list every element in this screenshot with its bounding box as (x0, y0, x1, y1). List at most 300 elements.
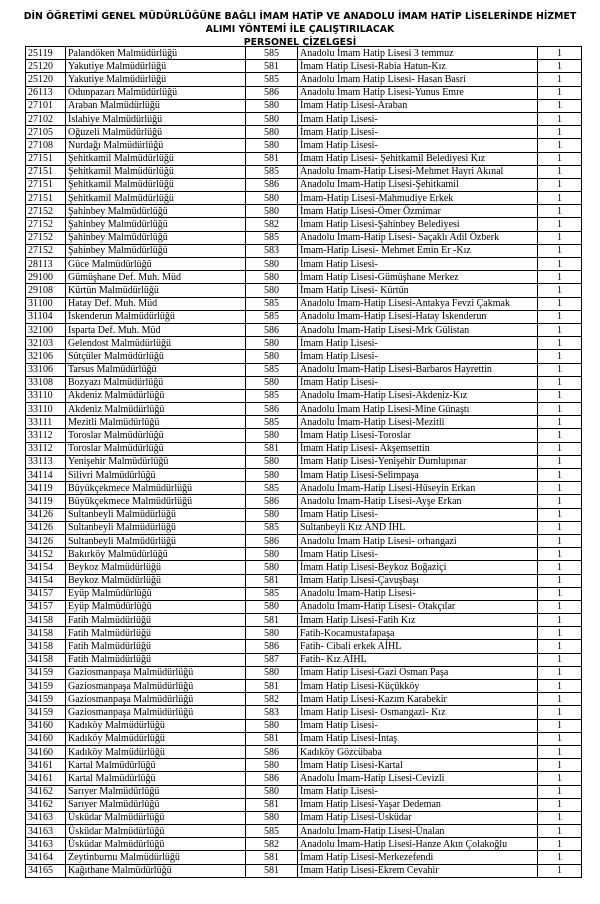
staff-count-cell: 1 (538, 627, 582, 640)
school-name-cell: İmam-Hatip Lisesi-Mahmudiye Erkek (298, 192, 538, 205)
unit-code-cell: 34159 (26, 666, 66, 679)
school-name-cell: İmam Hatip Lisesi- (298, 258, 538, 271)
staff-count-cell: 1 (538, 521, 582, 534)
staff-count-cell: 1 (538, 759, 582, 772)
table-row (26, 429, 582, 442)
staff-count-cell: 1 (538, 86, 582, 99)
staff-count-cell: 1 (538, 469, 582, 482)
table-row (26, 126, 582, 139)
tax-office-cell: Güce Malmüdürlüğü (66, 258, 246, 271)
unit-code-cell: 34158 (26, 627, 66, 640)
unit-code-cell: 34114 (26, 469, 66, 482)
table-row (26, 864, 582, 877)
tax-office-cell: Şehitkamil Malmüdürlüğü (66, 152, 246, 165)
school-name-cell: Anadolu İmam-Hatip Lisesi- Saçaklı Adil Özberk (298, 231, 538, 244)
staff-count-cell: 1 (538, 534, 582, 547)
tax-office-cell: Kartal Malmüdürlüğü (66, 759, 246, 772)
unit-code-cell: 34161 (26, 759, 66, 772)
table-row (26, 218, 582, 231)
table-row (26, 508, 582, 521)
unit-code-cell: 27151 (26, 178, 66, 191)
school-name-cell: İmam Hatip Lisesi-İntaş (298, 732, 538, 745)
staff-count-cell: 1 (538, 389, 582, 402)
school-code-cell: 580 (246, 99, 298, 112)
table-row (26, 258, 582, 271)
table-row (26, 759, 582, 772)
unit-code-cell: 27152 (26, 218, 66, 231)
table-row (26, 363, 582, 376)
unit-code-cell: 33112 (26, 429, 66, 442)
unit-code-cell: 34160 (26, 732, 66, 745)
school-name-cell: İmam Hatip Lisesi- (298, 139, 538, 152)
tax-office-cell: Gaziosmanpaşa Malmüdürlüğü (66, 666, 246, 679)
staff-count-cell: 1 (538, 284, 582, 297)
unit-code-cell: 27151 (26, 165, 66, 178)
tax-office-cell: Tarsus Malmüdürlüğü (66, 363, 246, 376)
school-name-cell: İmam Hatip Lisesi-Yaşar Dedeman (298, 798, 538, 811)
table-row (26, 73, 582, 86)
staff-count-cell: 1 (538, 706, 582, 719)
tax-office-cell: Yakutiye Malmüdürlüğü (66, 73, 246, 86)
unit-code-cell: 34160 (26, 745, 66, 758)
school-code-cell: 583 (246, 706, 298, 719)
school-code-cell: 580 (246, 785, 298, 798)
personnel-table-body (26, 47, 582, 878)
staff-count-cell: 1 (538, 376, 582, 389)
school-code-cell: 583 (246, 244, 298, 257)
school-name-cell: İmam Hatip Lisesi-Çavuşbaşı (298, 574, 538, 587)
staff-count-cell: 1 (538, 244, 582, 257)
personnel-table (25, 46, 582, 878)
school-code-cell: 586 (246, 178, 298, 191)
unit-code-cell: 27101 (26, 99, 66, 112)
staff-count-cell: 1 (538, 99, 582, 112)
unit-code-cell: 34165 (26, 864, 66, 877)
school-code-cell: 585 (246, 825, 298, 838)
tax-office-cell: Toroslar Malmüdürlüğü (66, 442, 246, 455)
unit-code-cell: 34164 (26, 851, 66, 864)
unit-code-cell: 33110 (26, 389, 66, 402)
school-code-cell: 580 (246, 112, 298, 125)
school-code-cell: 585 (246, 521, 298, 534)
school-name-cell: Kadıköy Gözcübaba (298, 745, 538, 758)
staff-count-cell: 1 (538, 47, 582, 60)
staff-count-cell: 1 (538, 508, 582, 521)
table-row (26, 271, 582, 284)
staff-count-cell: 1 (538, 323, 582, 336)
school-code-cell: 585 (246, 310, 298, 323)
school-code-cell: 586 (246, 403, 298, 416)
school-name-cell: Anadolu İmam-Hatip Lisesi-Mrk Gülistan (298, 323, 538, 336)
tax-office-cell: Mezitli Malmüdürlüğü (66, 416, 246, 429)
staff-count-cell: 1 (538, 574, 582, 587)
unit-code-cell: 34163 (26, 811, 66, 824)
unit-code-cell: 34163 (26, 838, 66, 851)
unit-code-cell: 34163 (26, 825, 66, 838)
table-row (26, 403, 582, 416)
staff-count-cell: 1 (538, 192, 582, 205)
school-name-cell: Anadolu İmam-Hatip Lisesi-Antakya Fevzi Çakmak (298, 297, 538, 310)
school-code-cell: 581 (246, 442, 298, 455)
tax-office-cell: Gaziosmanpaşa Malmüdürlüğü (66, 693, 246, 706)
tax-office-cell: Fatih Malmüdürlüğü (66, 614, 246, 627)
table-row (26, 614, 582, 627)
table-row (26, 112, 582, 125)
school-name-cell: Anadolu İmam-Hatip Lisesi-Mehmet Hayri Akınal (298, 165, 538, 178)
staff-count-cell: 1 (538, 561, 582, 574)
school-name-cell: İmam Hatip Lisesi- Osmangazi- Kız (298, 706, 538, 719)
tax-office-cell: Akdeniz Malmüdürlüğü (66, 403, 246, 416)
school-code-cell: 580 (246, 271, 298, 284)
staff-count-cell: 1 (538, 495, 582, 508)
school-name-cell: İmam Hatip Lisesi- (298, 548, 538, 561)
table-row (26, 653, 582, 666)
table-row (26, 811, 582, 824)
tax-office-cell: Şahinbey Malmüdürlüğü (66, 244, 246, 257)
staff-count-cell: 1 (538, 640, 582, 653)
unit-code-cell: 34154 (26, 574, 66, 587)
tax-office-cell: Akdeniz Malmüdürlüğü (66, 389, 246, 402)
school-name-cell: Anadolu İmam-Hatip Lisesi-Hatay İskenderun (298, 310, 538, 323)
table-row (26, 785, 582, 798)
school-name-cell: Sultanbeyli Kız AND İHL (298, 521, 538, 534)
tax-office-cell: Eyüp Malmüdürlüğü (66, 600, 246, 613)
table-row (26, 376, 582, 389)
school-code-cell: 586 (246, 640, 298, 653)
unit-code-cell: 33108 (26, 376, 66, 389)
school-code-cell: 586 (246, 534, 298, 547)
table-row (26, 798, 582, 811)
table-row (26, 86, 582, 99)
staff-count-cell: 1 (538, 680, 582, 693)
table-row (26, 548, 582, 561)
tax-office-cell: Sultanbeyli Malmüdürlüğü (66, 534, 246, 547)
school-name-cell: İmam Hatip Lisesi- Akşemsettin (298, 442, 538, 455)
unit-code-cell: 34152 (26, 548, 66, 561)
staff-count-cell: 1 (538, 600, 582, 613)
table-row (26, 165, 582, 178)
school-name-cell: İmam Hatip Lisesi-Şahinbey Belediyesi (298, 218, 538, 231)
school-name-cell: İmam Hatip Lisesi- Kürtün (298, 284, 538, 297)
school-code-cell: 586 (246, 772, 298, 785)
school-name-cell: İmam Hatip Lisesi- (298, 508, 538, 521)
tax-office-cell: Üsküdar Malmüdürlüğü (66, 825, 246, 838)
table-row (26, 389, 582, 402)
tax-office-cell: Fatih Malmüdürlüğü (66, 627, 246, 640)
school-code-cell: 580 (246, 600, 298, 613)
title-line-2: PERSONEL ÇİZELGESİ (243, 37, 357, 48)
school-code-cell: 582 (246, 838, 298, 851)
tax-office-cell: Büyükçekmece Malmüdürlüğü (66, 482, 246, 495)
staff-count-cell: 1 (538, 139, 582, 152)
tax-office-cell: Şehitkamil Malmüdürlüğü (66, 178, 246, 191)
tax-office-cell: Kartal Malmüdürlüğü (66, 772, 246, 785)
school-name-cell: Fatih- Cibali erkek AİHL (298, 640, 538, 653)
school-name-cell: İmam Hatip Lisesi-Toroslar (298, 429, 538, 442)
table-row (26, 47, 582, 60)
school-code-cell: 585 (246, 47, 298, 60)
staff-count-cell: 1 (538, 429, 582, 442)
school-name-cell: Anadolu İmam-Hatip Lisesi-Cevizli (298, 772, 538, 785)
school-name-cell: İmam-Hatip Lisesi- Mehmet Emin Er -Kız (298, 244, 538, 257)
school-code-cell: 580 (246, 811, 298, 824)
table-row (26, 99, 582, 112)
tax-office-cell: Sarıyer Malmüdürlüğü (66, 798, 246, 811)
school-code-cell: 585 (246, 389, 298, 402)
unit-code-cell: 29108 (26, 284, 66, 297)
school-code-cell: 582 (246, 693, 298, 706)
tax-office-cell: Sütçüler Malmüdürlüğü (66, 350, 246, 363)
tax-office-cell: Hatay Def. Muh. Müd (66, 297, 246, 310)
table-row (26, 666, 582, 679)
staff-count-cell: 1 (538, 60, 582, 73)
tax-office-cell: Gaziosmanpaşa Malmüdürlüğü (66, 706, 246, 719)
title-line-1: DİN ÖĞRETİMİ GENEL MÜDÜRLÜĞÜNE BAĞLI İMAM HATİP VE ANADOLU İMAM HATİP LİSELERİNDE HİZMET ALIMI YÖNTEMİ İLE ÇALIŞTIRILACAK (23, 11, 577, 35)
staff-count-cell: 1 (538, 851, 582, 864)
school-name-cell: Anadolu İmam-Hatip Lisesi-Ayşe Erkan (298, 495, 538, 508)
table-row (26, 310, 582, 323)
school-name-cell: Fatih- Kız AİHL (298, 653, 538, 666)
tax-office-cell: Bakırköy Malmüdürlüğü (66, 548, 246, 561)
tax-office-cell: Eyüp Malmüdürlüğü (66, 587, 246, 600)
tax-office-cell: Gelendost Malmüdürlüğü (66, 337, 246, 350)
school-name-cell: Anadolu İmam-Hatip Lisesi-Ünalan (298, 825, 538, 838)
school-name-cell: Anadolu İmam Hatip Lisesi 3 temmuz (298, 47, 538, 60)
table-row (26, 231, 582, 244)
school-name-cell: İmam Hatip Lisesi-Rabia Hatun-Kız (298, 60, 538, 73)
table-row (26, 521, 582, 534)
school-code-cell: 580 (246, 455, 298, 468)
table-row (26, 495, 582, 508)
staff-count-cell: 1 (538, 337, 582, 350)
school-name-cell: Anadolu İmam-Hatip Lisesi-Hüseyin Erkan (298, 482, 538, 495)
unit-code-cell: 27152 (26, 205, 66, 218)
tax-office-cell: Beykoz Malmüdürlüğü (66, 561, 246, 574)
table-row (26, 838, 582, 851)
unit-code-cell: 27152 (26, 231, 66, 244)
table-row (26, 627, 582, 640)
school-name-cell: İmam Hatip Lisesi-Kartal (298, 759, 538, 772)
tax-office-cell: Bozyazı Malmüdürlüğü (66, 376, 246, 389)
school-code-cell: 580 (246, 376, 298, 389)
school-code-cell: 585 (246, 363, 298, 376)
unit-code-cell: 34157 (26, 587, 66, 600)
staff-count-cell: 1 (538, 126, 582, 139)
staff-count-cell: 1 (538, 693, 582, 706)
school-code-cell: 580 (246, 139, 298, 152)
tax-office-cell: Kağıthane Malmüdürlüğü (66, 864, 246, 877)
table-row (26, 192, 582, 205)
staff-count-cell: 1 (538, 864, 582, 877)
table-row (26, 152, 582, 165)
tax-office-cell: Üsküdar Malmüdürlüğü (66, 838, 246, 851)
tax-office-cell: Isparta Def. Muh. Müd (66, 323, 246, 336)
staff-count-cell: 1 (538, 587, 582, 600)
staff-count-cell: 1 (538, 258, 582, 271)
unit-code-cell: 27151 (26, 192, 66, 205)
table-row (26, 719, 582, 732)
unit-code-cell: 34119 (26, 495, 66, 508)
staff-count-cell: 1 (538, 614, 582, 627)
school-code-cell: 581 (246, 864, 298, 877)
staff-count-cell: 1 (538, 719, 582, 732)
staff-count-cell: 1 (538, 745, 582, 758)
tax-office-cell: Oğuzeli Malmüdürlüğü (66, 126, 246, 139)
unit-code-cell: 27151 (26, 152, 66, 165)
staff-count-cell: 1 (538, 152, 582, 165)
tax-office-cell: Yenişehir Malmüdürlüğü (66, 455, 246, 468)
school-code-cell: 586 (246, 495, 298, 508)
staff-count-cell: 1 (538, 271, 582, 284)
unit-code-cell: 33106 (26, 363, 66, 376)
tax-office-cell: İskenderun Malmüdürlüğü (66, 310, 246, 323)
unit-code-cell: 32106 (26, 350, 66, 363)
unit-code-cell: 27102 (26, 112, 66, 125)
school-name-cell: İmam Hatip Lisesi-Kazım Karabekir (298, 693, 538, 706)
staff-count-cell: 1 (538, 798, 582, 811)
school-name-cell: İmam Hatip Lisesi- Şehitkamil Belediyesi Kız (298, 152, 538, 165)
school-name-cell: İmam Hatip Lisesi- (298, 350, 538, 363)
unit-code-cell: 27108 (26, 139, 66, 152)
unit-code-cell: 32100 (26, 323, 66, 336)
staff-count-cell: 1 (538, 112, 582, 125)
table-row (26, 640, 582, 653)
tax-office-cell: Fatih Malmüdürlüğü (66, 640, 246, 653)
unit-code-cell: 34159 (26, 706, 66, 719)
staff-count-cell: 1 (538, 653, 582, 666)
table-row (26, 825, 582, 838)
staff-count-cell: 1 (538, 297, 582, 310)
unit-code-cell: 33111 (26, 416, 66, 429)
tax-office-cell: Beykoz Malmüdürlüğü (66, 574, 246, 587)
school-code-cell: 581 (246, 152, 298, 165)
school-code-cell: 580 (246, 192, 298, 205)
table-row (26, 561, 582, 574)
staff-count-cell: 1 (538, 442, 582, 455)
tax-office-cell: Palandöken Malmüdürlüğü (66, 47, 246, 60)
school-name-cell: Anadolu İmam Hatip Lisesi- orhangazi (298, 534, 538, 547)
school-name-cell: İmam Hatip Lisesi-Üsküdar (298, 811, 538, 824)
document-title (20, 10, 580, 49)
school-name-cell: Fatih-Kocamustafapaşa (298, 627, 538, 640)
table-row (26, 297, 582, 310)
school-name-cell: Anadolu İmam-Hatip Lisesi- Otakçılar (298, 600, 538, 613)
tax-office-cell: Sarıyer Malmüdürlüğü (66, 785, 246, 798)
staff-count-cell: 1 (538, 205, 582, 218)
tax-office-cell: Kürtün Malmüdürlüğü (66, 284, 246, 297)
school-name-cell: İmam Hatip Lisesi-Ekrem Cevahir (298, 864, 538, 877)
staff-count-cell: 1 (538, 231, 582, 244)
school-code-cell: 581 (246, 680, 298, 693)
tax-office-cell: Kadıköy Malmüdürlüğü (66, 732, 246, 745)
unit-code-cell: 34159 (26, 693, 66, 706)
school-name-cell: İmam Hatip Lisesi-Küçükköy (298, 680, 538, 693)
table-row (26, 574, 582, 587)
tax-office-cell: Yakutiye Malmüdürlüğü (66, 60, 246, 73)
unit-code-cell: 34126 (26, 534, 66, 547)
unit-code-cell: 33110 (26, 403, 66, 416)
unit-code-cell: 25120 (26, 60, 66, 73)
table-row (26, 732, 582, 745)
school-name-cell: İmam Hatip Lisesi- (298, 785, 538, 798)
school-code-cell: 585 (246, 73, 298, 86)
table-row (26, 416, 582, 429)
school-code-cell: 582 (246, 218, 298, 231)
school-code-cell: 581 (246, 732, 298, 745)
tax-office-cell: Araban Malmüdürlüğü (66, 99, 246, 112)
tax-office-cell: Şehitkamil Malmüdürlüğü (66, 192, 246, 205)
unit-code-cell: 25119 (26, 47, 66, 60)
school-code-cell: 581 (246, 798, 298, 811)
tax-office-cell: Kadıköy Malmüdürlüğü (66, 719, 246, 732)
school-name-cell: İmam Hatip Lisesi-Gümüşhane Merkez (298, 271, 538, 284)
unit-code-cell: 34126 (26, 521, 66, 534)
school-name-cell: İmam Hatip Lisesi-Araban (298, 99, 538, 112)
school-name-cell: İmam Hatip Lisesi-Beykoz Boğaziçi (298, 561, 538, 574)
school-name-cell: Anadolu İmam Hatip Lisesi- Hasan Basri (298, 73, 538, 86)
unit-code-cell: 34157 (26, 600, 66, 613)
tax-office-cell: Şehitkamil Malmüdürlüğü (66, 165, 246, 178)
tax-office-cell: Silivri Malmüdürlüğü (66, 469, 246, 482)
school-code-cell: 585 (246, 165, 298, 178)
school-code-cell: 581 (246, 574, 298, 587)
school-name-cell: Anadolu İmam Hatip Lisesi-Yunus Emre (298, 86, 538, 99)
table-row (26, 455, 582, 468)
tax-office-cell: Şahinbey Malmüdürlüğü (66, 205, 246, 218)
table-row (26, 600, 582, 613)
school-code-cell: 586 (246, 745, 298, 758)
staff-count-cell: 1 (538, 73, 582, 86)
unit-code-cell: 34162 (26, 785, 66, 798)
tax-office-cell: Gaziosmanpaşa Malmüdürlüğü (66, 680, 246, 693)
tax-office-cell: Zeytinburnu Malmüdürlüğü (66, 851, 246, 864)
school-name-cell: İmam Hatip Lisesi-Merkezefendi (298, 851, 538, 864)
school-name-cell: İmam Hatip Lisesi- (298, 376, 538, 389)
table-row (26, 350, 582, 363)
tax-office-cell: Şahinbey Malmüdürlüğü (66, 231, 246, 244)
tax-office-cell: Şahinbey Malmüdürlüğü (66, 218, 246, 231)
staff-count-cell: 1 (538, 811, 582, 824)
staff-count-cell: 1 (538, 416, 582, 429)
school-name-cell: Anadolu İmam-Hatip Lisesi-Akdeniz-Kız (298, 389, 538, 402)
school-code-cell: 580 (246, 350, 298, 363)
tax-office-cell: Gümüşhane Def. Muh. Müd (66, 271, 246, 284)
staff-count-cell: 1 (538, 825, 582, 838)
staff-count-cell: 1 (538, 363, 582, 376)
table-row (26, 680, 582, 693)
table-row (26, 284, 582, 297)
school-code-cell: 580 (246, 337, 298, 350)
unit-code-cell: 34159 (26, 680, 66, 693)
school-code-cell: 580 (246, 561, 298, 574)
unit-code-cell: 33113 (26, 455, 66, 468)
school-name-cell: İmam Hatip Lisesi- (298, 337, 538, 350)
school-name-cell: Anadolu İmam-Hatip Lisesi- (298, 587, 538, 600)
school-name-cell: İmam Hatip Lisesi- (298, 126, 538, 139)
staff-count-cell: 1 (538, 838, 582, 851)
unit-code-cell: 28113 (26, 258, 66, 271)
unit-code-cell: 34154 (26, 561, 66, 574)
school-code-cell: 586 (246, 323, 298, 336)
table-row (26, 534, 582, 547)
staff-count-cell: 1 (538, 482, 582, 495)
table-row (26, 587, 582, 600)
tax-office-cell: Sultanbeyli Malmüdürlüğü (66, 508, 246, 521)
tax-office-cell: Odunpazarı Malmüdürlüğü (66, 86, 246, 99)
staff-count-cell: 1 (538, 310, 582, 323)
table-row (26, 244, 582, 257)
tax-office-cell: Kadıköy Malmüdürlüğü (66, 745, 246, 758)
